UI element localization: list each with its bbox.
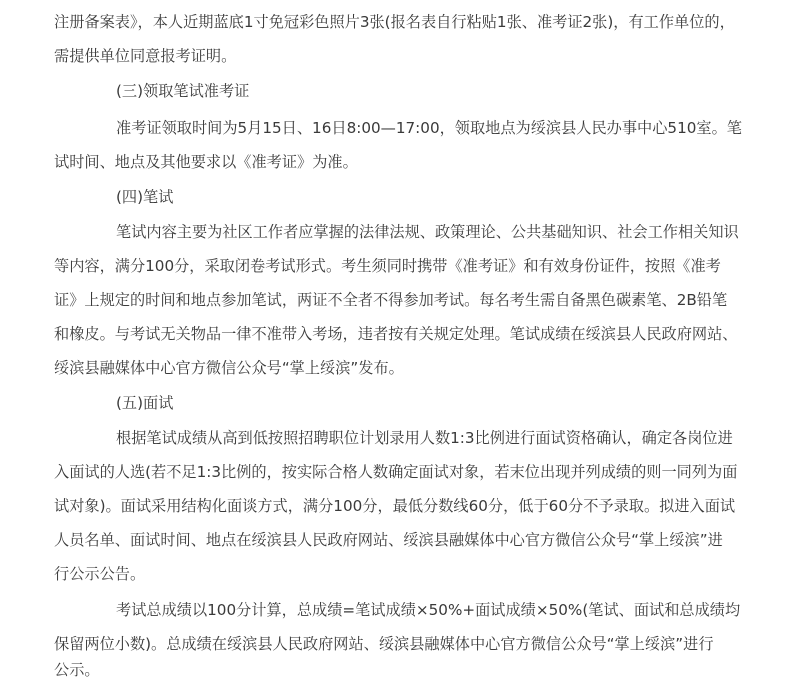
section-heading-5: (五)面试 [116, 394, 174, 412]
paragraph-line: 试对象)。面试采用结构化面谈方式，满分100分，最低分数线60分，低于60分不予录取。拟进入面试 [54, 497, 736, 515]
paragraph-line: 绥滨县融媒体中心官方微信公众号“掌上绥滨”发布。 [54, 359, 404, 377]
paragraph-line: 试时间、地点及其他要求以《准考证》为准。 [54, 153, 358, 171]
paragraph-line: 入面试的人选(若不足1:3比例的，按实际合格人数确定面试对象，若末位出现并列成绩的则一同列为面 [54, 463, 738, 481]
paragraph-line: 证》上规定的时间和地点参加笔试，两证不全者不得参加考试。每名考生需自备黑色碳素笔、2B铅笔 [54, 291, 728, 309]
paragraph-line: 行公示公告。 [54, 565, 146, 583]
paragraph-line: 保留两位小数)。总成绩在绥滨县人民政府网站、绥滨县融媒体中心官方微信公众号“掌上绥滨”进行 [54, 635, 714, 653]
paragraph-line: 注册备案表》，本人近期蓝底1寸免冠彩色照片3张(报名表自行粘贴1张、准考证2张)，有工作单位的， [54, 13, 735, 31]
paragraph-line: 准考证领取时间为5月15日、16日8:00—17:00，领取地点为绥滨县人民办事中心510室。笔 [116, 119, 742, 137]
section-heading-3: (三)领取笔试准考证 [116, 82, 250, 100]
paragraph-line: 根据笔试成绩从高到低按照招聘职位计划录用人数1:3比例进行面试资格确认，确定各岗位进 [116, 429, 733, 447]
section-heading-4: (四)笔试 [116, 188, 174, 206]
paragraph-line: 笔试内容主要为社区工作者应掌握的法律法规、政策理论、公共基础知识、社会工作相关知识 [116, 223, 739, 241]
paragraph-line: 等内容，满分100分，采取闭卷考试形式。考生须同时携带《准考证》和有效身份证件，按照《准考 [54, 257, 721, 275]
paragraph-line: 和橡皮。与考试无关物品一律不准带入考场，违者按有关规定处理。笔试成绩在绥滨县人民政府网站、 [54, 325, 738, 343]
paragraph-line: 人员名单、面试时间、地点在绥滨县人民政府网站、绥滨县融媒体中心官方微信公众号“掌上绥滨”进 [54, 531, 723, 549]
paragraph-line: 公示。 [54, 661, 100, 679]
paragraph-line: 考试总成绩以100分计算，总成绩=笔试成绩×50%+面试成绩×50%(笔试、面试和总成绩均 [116, 601, 741, 619]
paragraph-line: 需提供单位同意报考证明。 [54, 47, 237, 65]
